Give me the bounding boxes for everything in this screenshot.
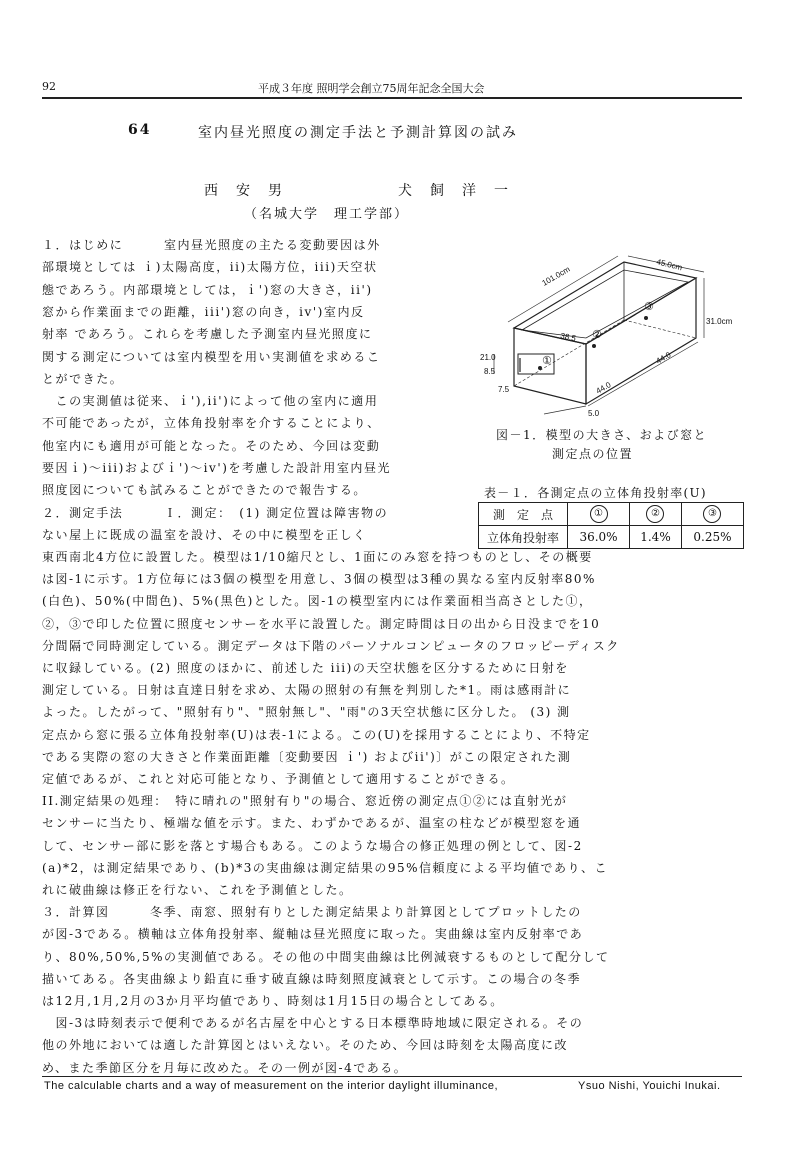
intro-line: １．はじめに 室内昼光照度の主たる変動要因は外 [42,238,381,252]
running-title: 平成３年度 照明学会創立75周年記念全国大会 [258,82,485,95]
intro-line: 部環境としては ｉ)太陽高度，ii)太陽方位，iii)天空状 [42,260,378,275]
body-line: よった。したがって、"照射有り"、"照射無し"、"雨"の3天空状態に区分した。 (3) 測 [42,705,571,720]
intro-line: 他室内にも適用が可能となった。そのため、今回は変動 [42,438,381,453]
body-line: ②，③で印した位置に照度センサーを水平に設置した。測定時間は日の出から日没までを10 [42,616,601,631]
figure-1-model-diagram [478,246,750,426]
affiliation: （名城大学 理工学部） [244,207,410,222]
measure-point-3: ③ [644,300,654,313]
table-row-label: 立体角投射率 [479,526,568,549]
dim-50: 5.0 [588,409,600,418]
paper-number: 64 [128,122,152,138]
dim-inner: 38.5 [559,331,577,344]
paper-title: 室内昼光照度の測定手法と予測計算図の試み [198,125,518,141]
body-line: である実際の窓の大きさと作業面距離〔変動要因 ｉ') およびii')〕がこの限定された測 [42,749,572,764]
intro-line: 不可能であったが，立体角投射率を介することにより、 [42,416,381,431]
english-authors: Ysuo Nishi, Youichi Inukai. [578,1080,721,1092]
figure-1-caption-line2: 測定点の位置 [552,447,634,461]
body-line: 定点から窓に張る立体角投射率(U)は表-1による。この(U)を採用することにより、不特定 [42,727,591,742]
intro-line: 態であろう。内部環境としては，ｉ')窓の大きさ，ii') [42,282,373,297]
body-line: センサーに当たり、極端な値を示す。また、わずかであるが、温室の柱などが模型窓を通 [42,816,582,831]
intro-line: 窓から作業面までの距離，iii')窓の向き，iv')室内反 [42,304,365,319]
table-header-cell: ② [630,503,682,526]
intro-line: 関する測定については室内模型を用い実測値を求めるこ [42,349,381,364]
body-line: ３．計算図 冬季、南窓、照射有りとした測定結果より計算図としてプロットしたの [42,905,582,920]
table-cell: 36.0% [568,526,630,549]
figure-1-caption-line1: 図－1．模型の大きさ、および窓と [496,428,708,442]
body-line: れに破曲線は修正を行ない、これを予測値とした。 [42,883,353,897]
body-line: が図-3である。横軸は立体角投射率、縦軸は昼光照度に取った。実曲線は室内反射率であ [42,927,584,942]
body-line: して、センサー部に影を落とす場合もある。このような場合の修正処理の例として、図-2 [42,838,583,853]
table-1 [478,502,744,549]
body-line: (白色)、50%(中間色)、5%(黒色)とした。図-1の模型室内には作業面相当高さとした①， [42,594,593,609]
dim-75: 7.5 [498,385,510,394]
body-line: 描いてある。各実曲線より鉛直に垂す破直線は時刻照度減衰として示す。この場合の冬季 [42,971,582,986]
intro-line: 要因ｉ)〜iii)およびｉ')〜iv')を考慮した設計用室内昼光 [42,461,392,475]
page-number: 92 [42,80,56,93]
body-line: め、また季節区分を月毎に改めた。その一例が図-4である。 [42,1060,408,1075]
body-line: は図-1に示す。1方位毎には3個の模型を用意し、3個の模型は3種の異なる室内反射率80% [42,572,596,587]
dim-width: 45.0cm [655,257,684,273]
dim-210: 21.0 [480,353,496,362]
dim-440a: 44.0 [594,380,613,396]
author-2: 犬 飼 洋 一 [398,183,510,199]
table-row [479,526,744,549]
table-cell: 0.25% [681,526,743,549]
intro-line: ２．測定手法 Ｉ．測定： (1) 測定位置は障害物の [42,505,389,520]
table-cell: 1.4% [630,526,682,549]
table-header-row [479,503,744,526]
intro-line: 射率 であろう。これらを考慮した予測室内昼光照度に [42,327,373,342]
body-line: に収録している。(2) 照度のほかに、前述した iii)の天空状態を区分するために日射を [42,661,569,675]
body-line: は12月,1月,2月の3か月平均値であり、時刻は1月15日の場合としてある。 [42,994,504,1008]
body-line: 図-3は時刻表示で便利であるが名古屋を中心とする日本標準時地域に限定される。その [42,1016,584,1031]
author-1: 西 安 男 [204,183,284,199]
table-header-cell: ③ [681,503,743,526]
table-header-label: 測 定 点 [479,503,568,526]
table-header-cell: ① [568,503,630,526]
english-title: The calculable charts and a way of measurement on the interior daylight illuminance, [44,1080,499,1092]
body-line: 他の外地においては適した計算図とはいえない。そのため、今回は時刻を太陽高度に改 [42,1038,569,1053]
measure-point-1: ① [542,354,552,367]
intro-line: この実測値は従来、ｉ'),ii')によって他の室内に適用 [42,394,379,409]
measure-point-2: ② [592,328,602,341]
dim-height: 31.0cm [706,317,733,326]
body-line: り、80%,50%,5%の実測値である。その他の中間実曲線は比例減衰するものとして配分して [42,949,610,964]
intro-line: ない屋上に既成の温室を設け、その中に模型を正しく [42,527,367,542]
intro-line: とができた。 [42,371,124,386]
dim-length: 101.0cm [540,264,572,288]
dim-85: 8.5 [484,367,496,376]
body-line: 定値であるが、これと対応可能となり、予測値として適用することができる。 [42,772,515,786]
body-line: (a)*2，は測定結果であり、(b)*3の実曲線は測定結果の95%信頼度による平均値であり、こ [42,860,609,875]
footer-rule [42,1076,742,1077]
body-line: 測定している。日射は直達日射を求め、太陽の照射の有無を判別した*1。雨は感雨計に [42,683,572,698]
body-line: 分間隔で同時測定している。測定データは下階のパーソナルコンピュータのフロッピーディスク [42,638,620,653]
table-1-caption: 表－１．各測定点の立体角投射率(U) [484,486,707,500]
intro-line: 照度図についても試みることができたので報告する。 [42,483,367,498]
dim-440b: 44.0 [654,350,673,366]
body-line: II.測定結果の処理： 特に晴れの"照射有り"の場合、窓近傍の測定点①②には直射光が [42,794,568,809]
header-rule [42,97,742,99]
body-line: 東西南北4方位に設置した。模型は1/10縮尺とし、1面にのみ窓を持つものとし、その概要 [42,550,593,564]
